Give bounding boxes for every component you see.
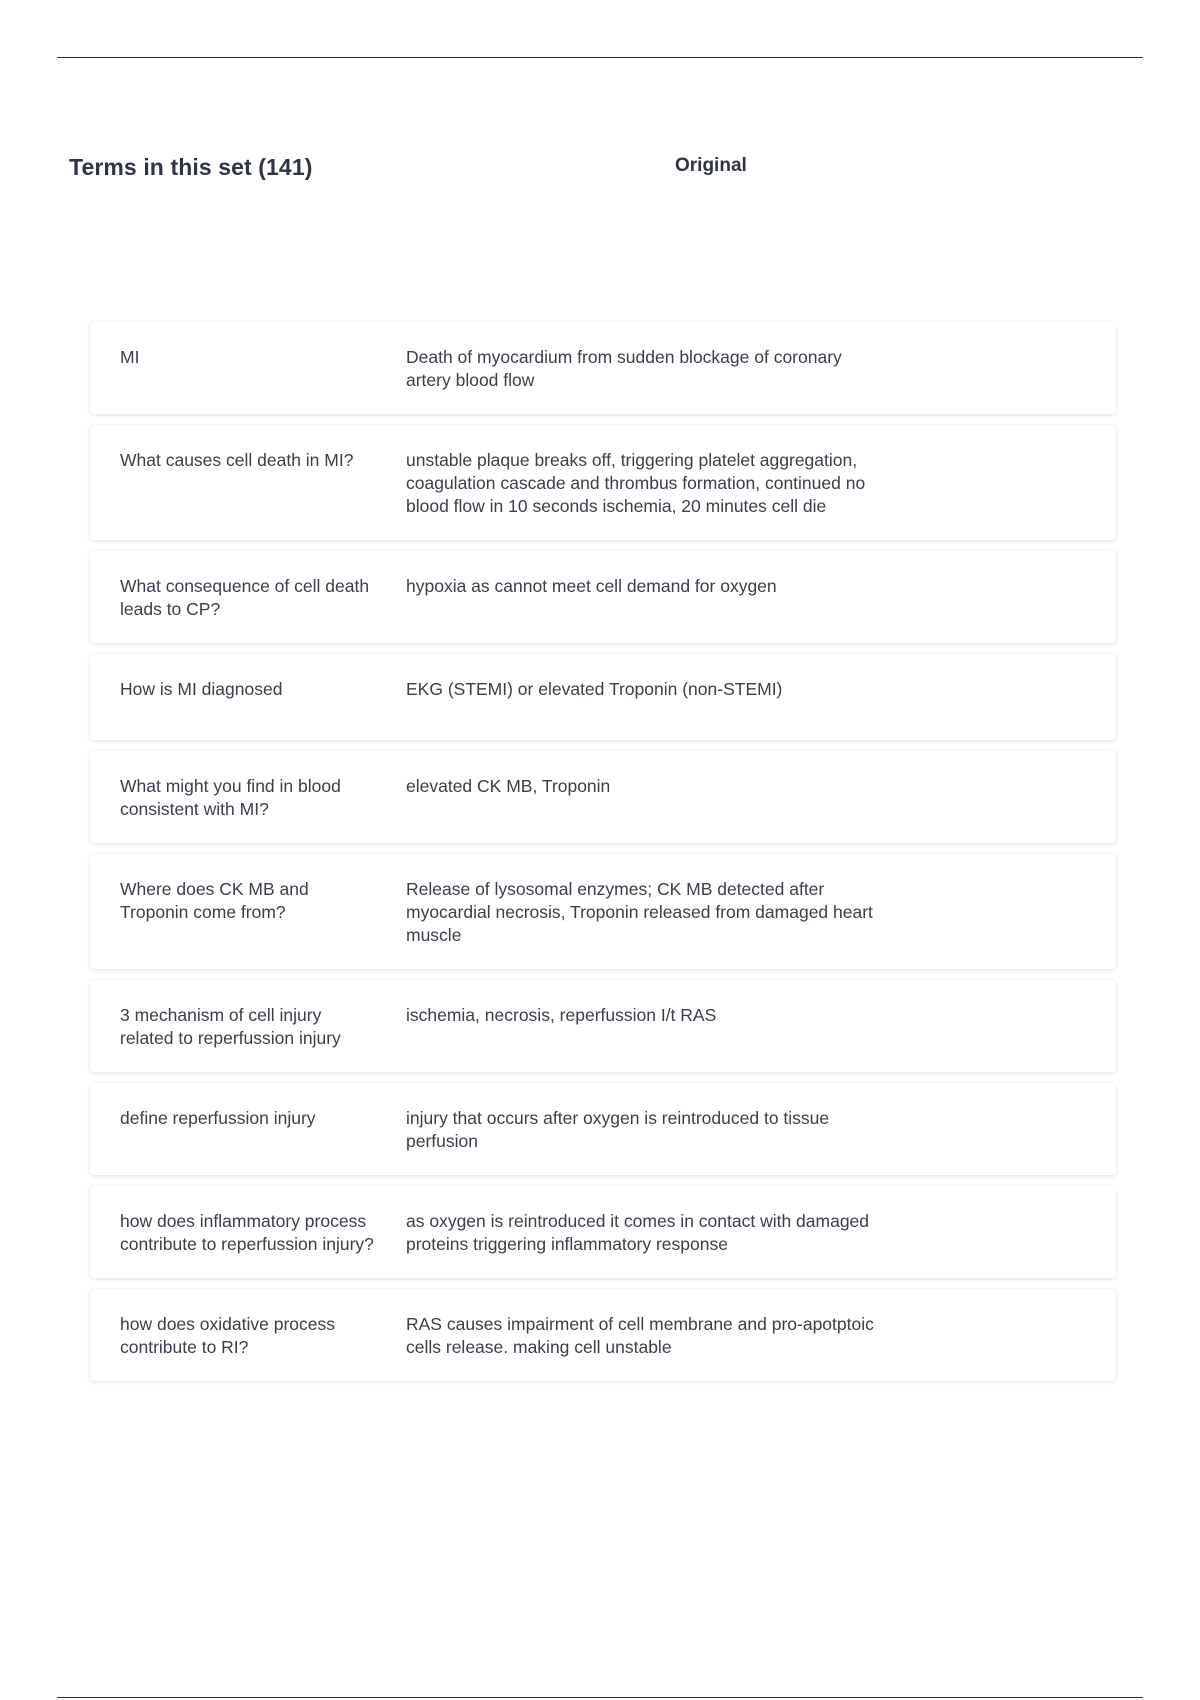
term-word: how does oxidative process contribute to RI?	[120, 1314, 335, 1357]
term-definition: as oxygen is reintroduced it comes in contact with damaged proteins triggering inflammatory response	[406, 1211, 870, 1254]
term-card	[90, 551, 1116, 643]
term-definition: injury that occurs after oxygen is reintroduced to tissue perfusion	[406, 1108, 830, 1151]
term-word: 3 mechanism of cell injury related to reperfussion injury	[120, 1005, 341, 1048]
term-definition: elevated CK MB, Troponin	[406, 776, 611, 796]
term-count: (141)	[258, 154, 313, 180]
title-text: Terms in this set	[69, 154, 252, 180]
term-card	[90, 654, 1116, 740]
term-card	[90, 425, 1116, 540]
bottom-divider	[57, 1697, 1143, 1698]
term-card	[90, 1186, 1116, 1278]
term-definition: unstable plaque breaks off, triggering platelet aggregation, coagulation cascade and thrombus formation, continued no blood flow in 10 seconds ischemia, 20 minutes cell die	[406, 450, 866, 516]
term-word: What consequence of cell death leads to CP?	[120, 576, 370, 619]
term-card	[90, 1083, 1116, 1175]
term-word: MI	[120, 347, 140, 367]
term-word: Where does CK MB and Troponin come from?	[120, 879, 309, 922]
term-definition: ischemia, necrosis, reperfussion I/t RAS	[406, 1005, 717, 1025]
term-card	[90, 751, 1116, 843]
term-definition: hypoxia as cannot meet cell demand for oxygen	[406, 576, 777, 596]
term-word: how does inflammatory process contribute to reperfussion injury?	[120, 1211, 374, 1254]
term-card	[90, 854, 1116, 969]
top-divider	[57, 57, 1143, 58]
term-word: What causes cell death in MI?	[120, 450, 354, 470]
term-word: How is MI diagnosed	[120, 679, 283, 699]
terms-list	[90, 322, 1116, 1392]
term-definition: RAS causes impairment of cell membrane and pro-apotptoic cells release. making cell unstable	[406, 1314, 874, 1357]
column-label: Original	[675, 155, 747, 176]
term-card	[90, 1289, 1116, 1381]
term-word: What might you find in blood consistent with MI?	[120, 776, 341, 819]
page-title	[69, 154, 312, 181]
term-card	[90, 322, 1116, 414]
term-definition: Release of lysosomal enzymes; CK MB detected after myocardial necrosis, Troponin released from damaged heart muscle	[406, 879, 873, 945]
term-definition: Death of myocardium from sudden blockage of coronary artery blood flow	[406, 347, 842, 390]
term-word: define reperfussion injury	[120, 1108, 316, 1128]
term-card	[90, 980, 1116, 1072]
term-definition: EKG (STEMI) or elevated Troponin (non-STEMI)	[406, 679, 783, 699]
